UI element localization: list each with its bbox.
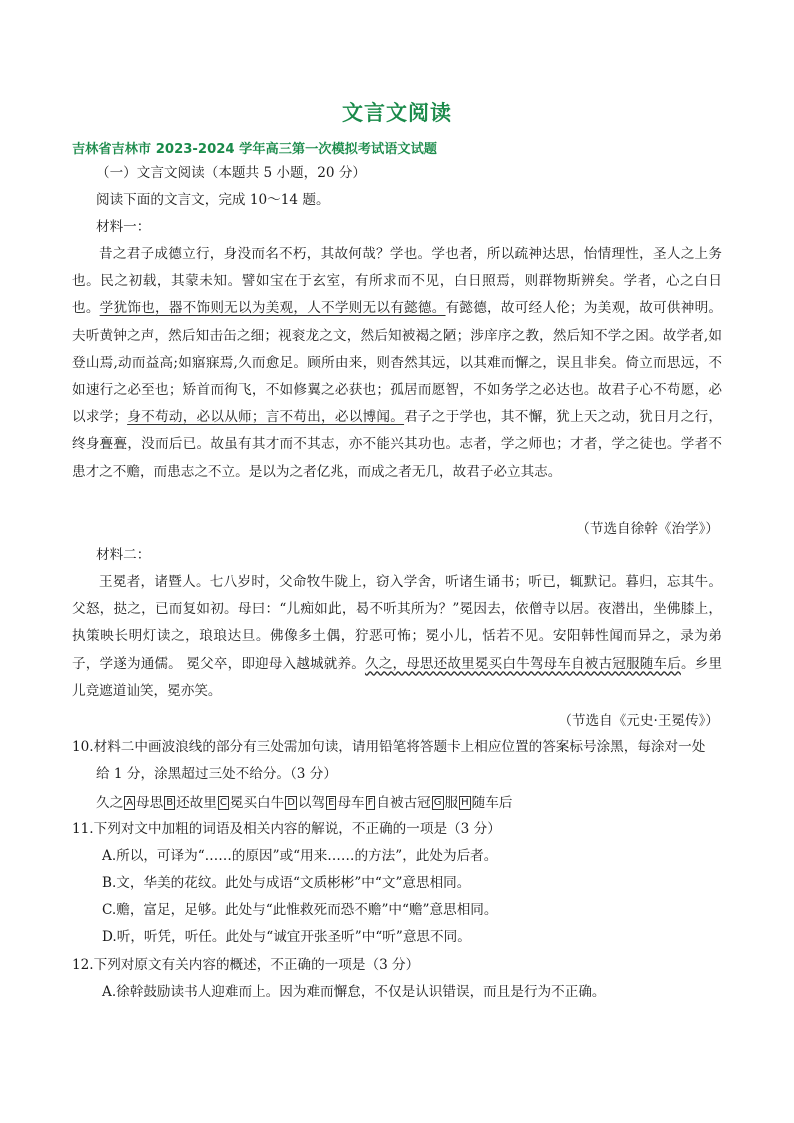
segment-text: 母车: [337, 795, 365, 811]
material2-text-2: 。乡里儿竞遮道讪笑，冕亦笑。: [72, 655, 723, 699]
instruction-text: 阅读下面的文言文，完成 10～14 题。: [96, 192, 330, 208]
q11-option-b: B.文，华美的花纹。此处与成语“文质彬彬”中“文”意思相同。: [102, 875, 471, 891]
answer-box-c[interactable]: C: [219, 797, 227, 808]
q11-option-d: D.听，听凭，听任。此处与“诚宜开张圣听”中“听”意思不同。: [102, 929, 471, 945]
segment-text: 以驾: [297, 795, 326, 811]
material1-underlined-2: 身不苟动，必以从师；言不苟出，必以博闻。: [127, 409, 405, 426]
answer-box-h[interactable]: H: [461, 797, 469, 808]
material2-wavy-underlined: 久之，母思还故里冕买白牛驾母车自被古冠服随车后: [364, 655, 681, 672]
material2-body: [72, 569, 722, 705]
segment-text: 自被古冠: [376, 795, 431, 811]
material1-underlined-1: 学犹饰也，器不饰则无以为美观，人不学则无以有懿德。: [99, 300, 446, 317]
answer-box-a[interactable]: A: [126, 797, 134, 808]
segment-text: 服: [444, 795, 459, 811]
q11-option-c: C.赡，富足，足够。此处与“此惟救死而恐不赡”中“赡”意思相同。: [102, 902, 498, 918]
segment-text: 母思: [136, 795, 164, 811]
q10-stem: 10.材料二中画波浪线的部分有三处需加句读，请用铅笔将答题卡上相应位置的答案标号涂黑，每涂对一处: [72, 739, 706, 755]
page-title: 文言文阅读: [342, 101, 452, 125]
q10-stem-cont: 给 1 分，涂黑超过三处不给分。（3 分）: [96, 766, 337, 782]
answer-box-f[interactable]: F: [367, 797, 374, 808]
answer-box-b[interactable]: B: [166, 797, 174, 808]
q12-stem: 12.下列对原文有关内容的概述，不正确的一项是（3 分）: [72, 957, 420, 973]
section-heading: （一）文言文阅读（本题共 5 小题，20 分）: [96, 165, 367, 181]
answer-box-e[interactable]: E: [328, 797, 335, 808]
q10-answer-line: [96, 791, 512, 811]
material1-citation: （节选自徐幹《治学》）: [576, 521, 719, 537]
q12-option-a: A.徐幹鼓励读书人迎难而上。因为难而懈怠，不仅是认识错误，而且是行为不正确。: [102, 984, 606, 1000]
segment-text: 随车后: [471, 795, 513, 811]
material2-label: 材料二：: [96, 547, 151, 563]
q11-option-a: A.所以，可译为“……的原因”或“用来……的方法”，此处为后者。: [102, 848, 498, 864]
segment-text: 冕买白牛: [229, 795, 285, 811]
answer-box-d[interactable]: D: [287, 797, 295, 808]
source-line: 吉林省吉林市 2023-2024 学年高三第一次模拟考试语文试题: [72, 142, 437, 157]
material1-text-1: 昔之君子成德立行，身没而名不朽，其故何哉？学也。学也者，所以疏神达思，怡情理性，圣人之上务也。民之初载，其蒙未知。譬如宝在于玄室，有所求而不见，白日照焉，则群物斯辨矣。学者，心之白日也。: [72, 246, 722, 317]
material2-citation: （节选自《元史·王冕传》）: [558, 713, 719, 729]
material2-text-1: 王冕者，诸暨人。七八岁时，父命牧牛陇上，窃入学舍，听诸生诵书；听已，辄默记。暮归，忘其牛。父怒，挞之，已而复如初。母曰：“儿痴如此，曷不听其所为？”冕因去，依僧寺以居。夜潜出，坐佛膝上，执策映长明灯读之，琅琅达旦。佛像多土偶，狞恶可怖；冕小儿，恬若不见。安阳韩性闻而异之，录为弟子，学遂为通儒。 冕父卒，即迎母入越城就养。: [72, 574, 722, 672]
segment-text: 还故里: [176, 795, 217, 811]
material1-text-3: 君子之于学也，其不懈，犹上天之动，犹日月之行，终身亹亹，没而后已。故虽有其才而不其志，亦不能兴其功也。志者，学之师也；才者，学之徒也。学者不患才之不赡，而患志之不立。是以为之者亿兆，而成之者无几，故君子必立其志。: [72, 409, 723, 480]
material1-body: [72, 241, 722, 486]
segment-text: 久之: [96, 795, 124, 811]
answer-box-g[interactable]: G: [433, 797, 442, 808]
q11-stem: 11.下列对文中加粗的词语及相关内容的解说，不正确的一项是（3 分）: [72, 821, 501, 837]
material1-text-2: 有懿德，故可经人伦；为美观，故可供神明。夫听黄钟之声，然后知击缶之细；视衮龙之文，然后知被褐之陋；涉庠序之教，然后知不学之困。故学者,如登山焉,动而益高;如寤寐焉,久而愈足。顾所由来，则杳然其远，以其难而懈之，误且非矣。倚立而思远，不如速行之必至也；矫首而徇飞，不如修翼之必获也；孤居而愿智，不如务学之必达也。故君子心不苟愿，必以求学；: [72, 300, 723, 426]
material1-label: 材料一：: [96, 219, 151, 235]
